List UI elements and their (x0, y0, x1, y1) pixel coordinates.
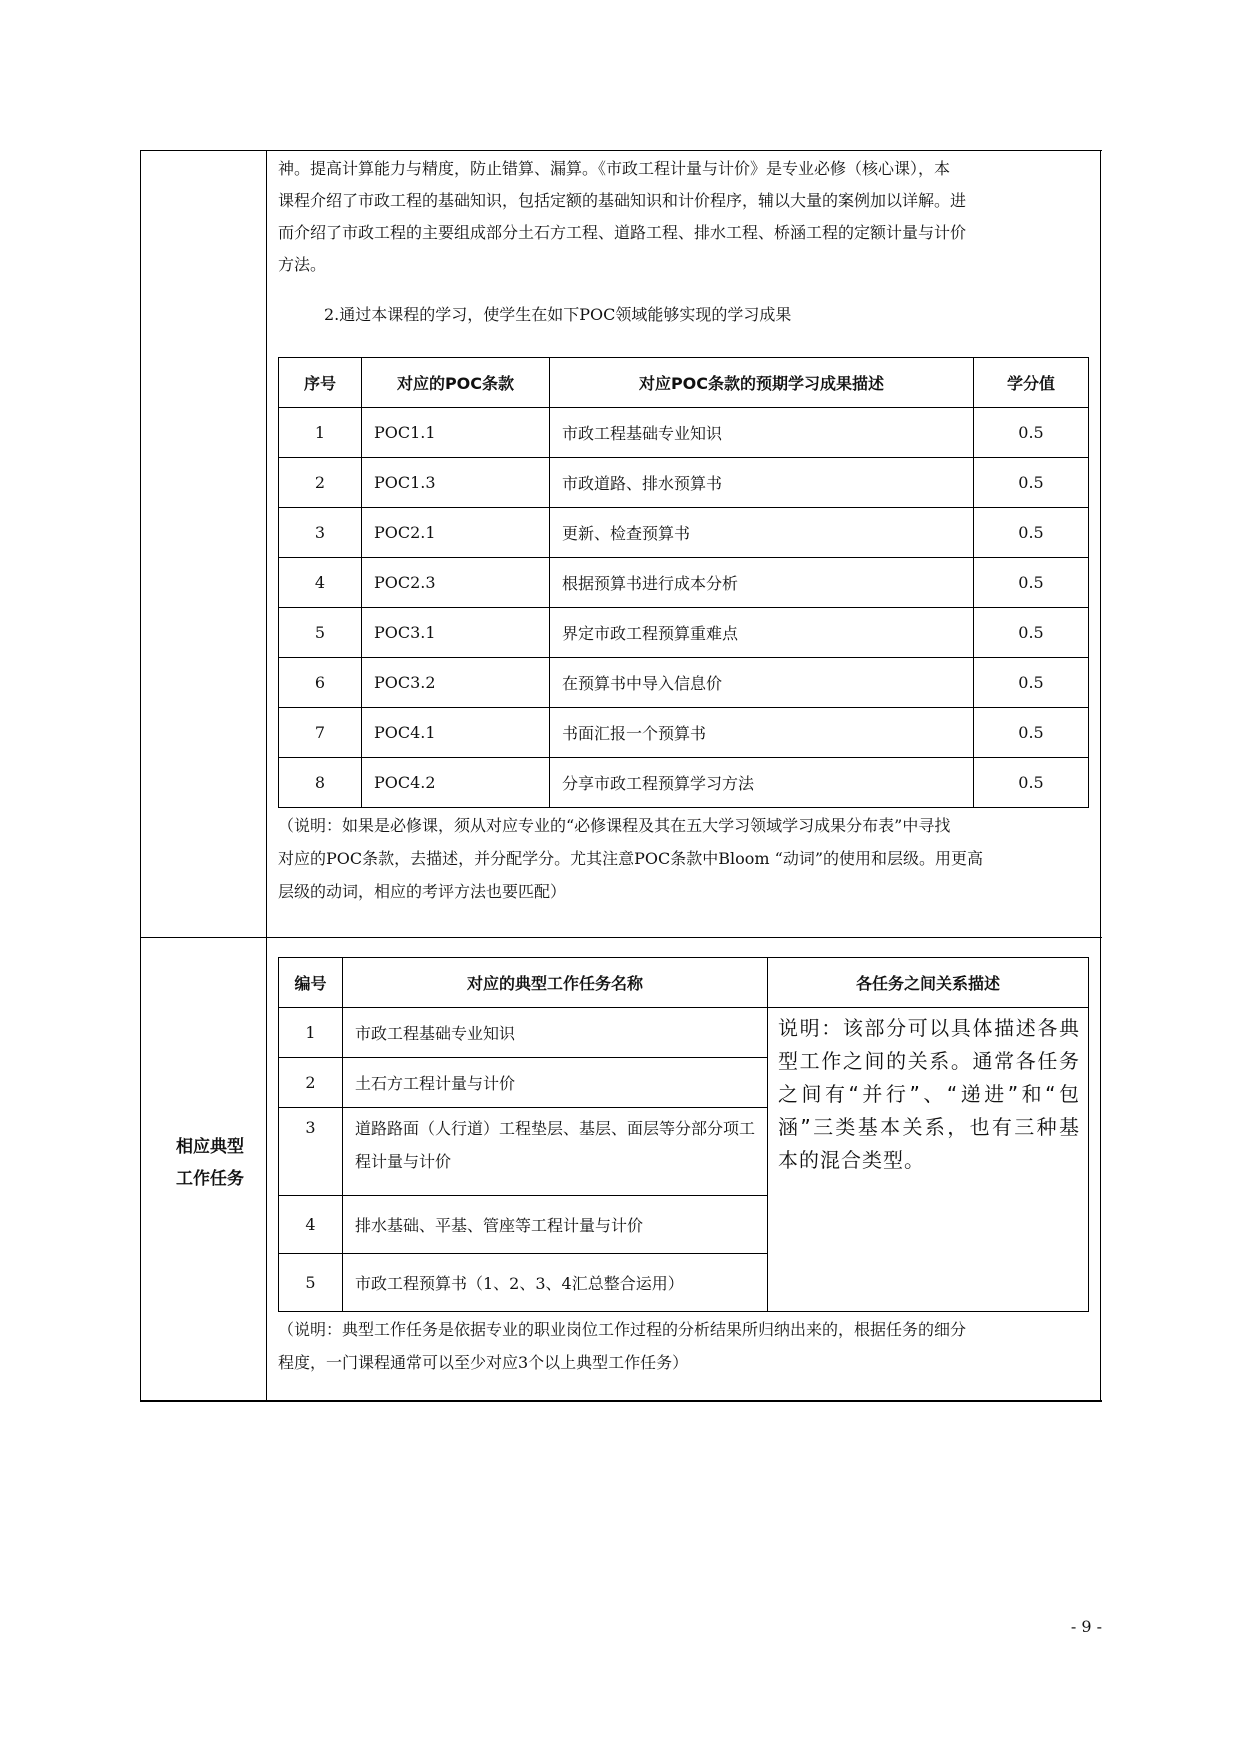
label-column-border (266, 151, 267, 1400)
label-line: 工作任务 (176, 1169, 244, 1189)
task-no: 3 (279, 1108, 343, 1196)
table-row (279, 608, 1089, 658)
task-section-label (154, 1131, 266, 1195)
task-no: 4 (279, 1196, 343, 1254)
row-no: 3 (279, 508, 362, 558)
row-credit: 0.5 (974, 608, 1089, 658)
row-desc: 市政工程基础专业知识 (550, 408, 974, 458)
row-no: 1 (279, 408, 362, 458)
row-poc: POC4.1 (362, 708, 550, 758)
task-name: 排水基础、平基、管座等工程计量与计价 (343, 1196, 768, 1254)
course-form-table (140, 150, 1102, 1402)
poc-subheading: 2.通过本课程的学习，使学生在如下POC领域能够实现的学习成果 (324, 305, 792, 324)
task-no: 2 (279, 1058, 343, 1108)
header-relation: 各任务之间关系描述 (768, 958, 1089, 1008)
row-desc: 在预算书中导入信息价 (550, 658, 974, 708)
task-name: 市政工程预算书（1、2、3、4汇总整合运用） (343, 1254, 768, 1312)
row-desc: 书面汇报一个预算书 (550, 708, 974, 758)
table-row (279, 558, 1089, 608)
table-row (279, 1008, 1089, 1058)
intro-line: 方法。 (278, 255, 327, 274)
row-credit: 0.5 (974, 758, 1089, 808)
intro-line: 课程介绍了市政工程的基础知识，包括定额的基础知识和计价程序，辅以大量的案例加以详解。进 (278, 191, 967, 210)
row-poc: POC1.1 (362, 408, 550, 458)
table-row (279, 408, 1089, 458)
row-poc: POC3.2 (362, 658, 550, 708)
row-no: 5 (279, 608, 362, 658)
header-no: 序号 (279, 358, 362, 408)
task-table-header (279, 958, 1089, 1008)
relation-description-cell (768, 1008, 1089, 1312)
page-number: - 9 - (1070, 1617, 1102, 1636)
row-credit: 0.5 (974, 408, 1089, 458)
table-row (279, 758, 1089, 808)
row-no: 4 (279, 558, 362, 608)
task-name: 土石方工程计量与计价 (343, 1058, 768, 1108)
row-poc: POC1.3 (362, 458, 550, 508)
relation-description: 说明：该部分可以具体描述各典型工作之间的关系。通常各任务之间有“并行”、“递进”和“包涵”三类基本关系，也有三种基本的混合类型。 (778, 1016, 1080, 1172)
row-credit: 0.5 (974, 558, 1089, 608)
section-divider (140, 937, 1102, 938)
row-credit: 0.5 (974, 508, 1089, 558)
task-name: 市政工程基础专业知识 (343, 1008, 768, 1058)
row-desc: 更新、检查预算书 (550, 508, 974, 558)
row-poc: POC2.3 (362, 558, 550, 608)
task-no: 1 (279, 1008, 343, 1058)
row-no: 8 (279, 758, 362, 808)
row-no: 2 (279, 458, 362, 508)
task-name: 道路路面（人行道）工程垫层、基层、面层等分部分项工程计量与计价 (343, 1108, 768, 1196)
row-poc: POC3.1 (362, 608, 550, 658)
row-no: 6 (279, 658, 362, 708)
row-desc: 界定市政工程预算重难点 (550, 608, 974, 658)
header-poc: 对应的POC条款 (362, 358, 550, 408)
poc-table-header (279, 358, 1089, 408)
note-line: 层级的动词，相应的考评方法也要匹配） (278, 882, 567, 901)
note-line: （说明：典型工作任务是依据专业的职业岗位工作过程的分析结果所归纳出来的，根据任务的细分 (278, 1320, 967, 1339)
task-note (278, 1313, 1090, 1379)
intro-paragraph (278, 153, 1088, 281)
poc-note (278, 809, 1090, 908)
intro-line: 而介绍了市政工程的主要组成部分土石方工程、道路工程、排水工程、桥涵工程的定额计量与计价 (278, 223, 967, 242)
header-desc: 对应POC条款的预期学习成果描述 (550, 358, 974, 408)
row-credit: 0.5 (974, 658, 1089, 708)
intro-line: 神。提高计算能力与精度，防止错算、漏算。《市政工程计量与计价》是专业必修（核心课），本 (278, 159, 951, 178)
poc-outcomes-table (278, 357, 1089, 808)
header-task-no: 编号 (279, 958, 343, 1008)
table-row (279, 458, 1089, 508)
table-row (279, 708, 1089, 758)
row-credit: 0.5 (974, 458, 1089, 508)
row-poc: POC2.1 (362, 508, 550, 558)
row-no: 7 (279, 708, 362, 758)
note-line: 程度，一门课程通常可以至少对应3个以上典型工作任务） (278, 1353, 689, 1372)
outer-right-border (1100, 151, 1101, 1400)
header-task-name: 对应的典型工作任务名称 (343, 958, 768, 1008)
row-desc: 分享市政工程预算学习方法 (550, 758, 974, 808)
task-no: 5 (279, 1254, 343, 1312)
table-row (279, 508, 1089, 558)
row-desc: 市政道路、排水预算书 (550, 458, 974, 508)
outer-left-border (140, 151, 141, 1400)
row-credit: 0.5 (974, 708, 1089, 758)
row-poc: POC4.2 (362, 758, 550, 808)
note-line: 对应的POC条款，去描述，并分配学分。尤其注意POC条款中Bloom “动词”的使用和层级。用更高 (278, 849, 984, 868)
table-row (279, 658, 1089, 708)
header-credit: 学分值 (974, 358, 1089, 408)
typical-tasks-table (278, 957, 1089, 1312)
row-desc: 根据预算书进行成本分析 (550, 558, 974, 608)
label-line: 相应典型 (176, 1137, 244, 1157)
note-line: （说明：如果是必修课，须从对应专业的“必修课程及其在五大学习领域学习成果分布表”中寻找 (278, 816, 951, 835)
